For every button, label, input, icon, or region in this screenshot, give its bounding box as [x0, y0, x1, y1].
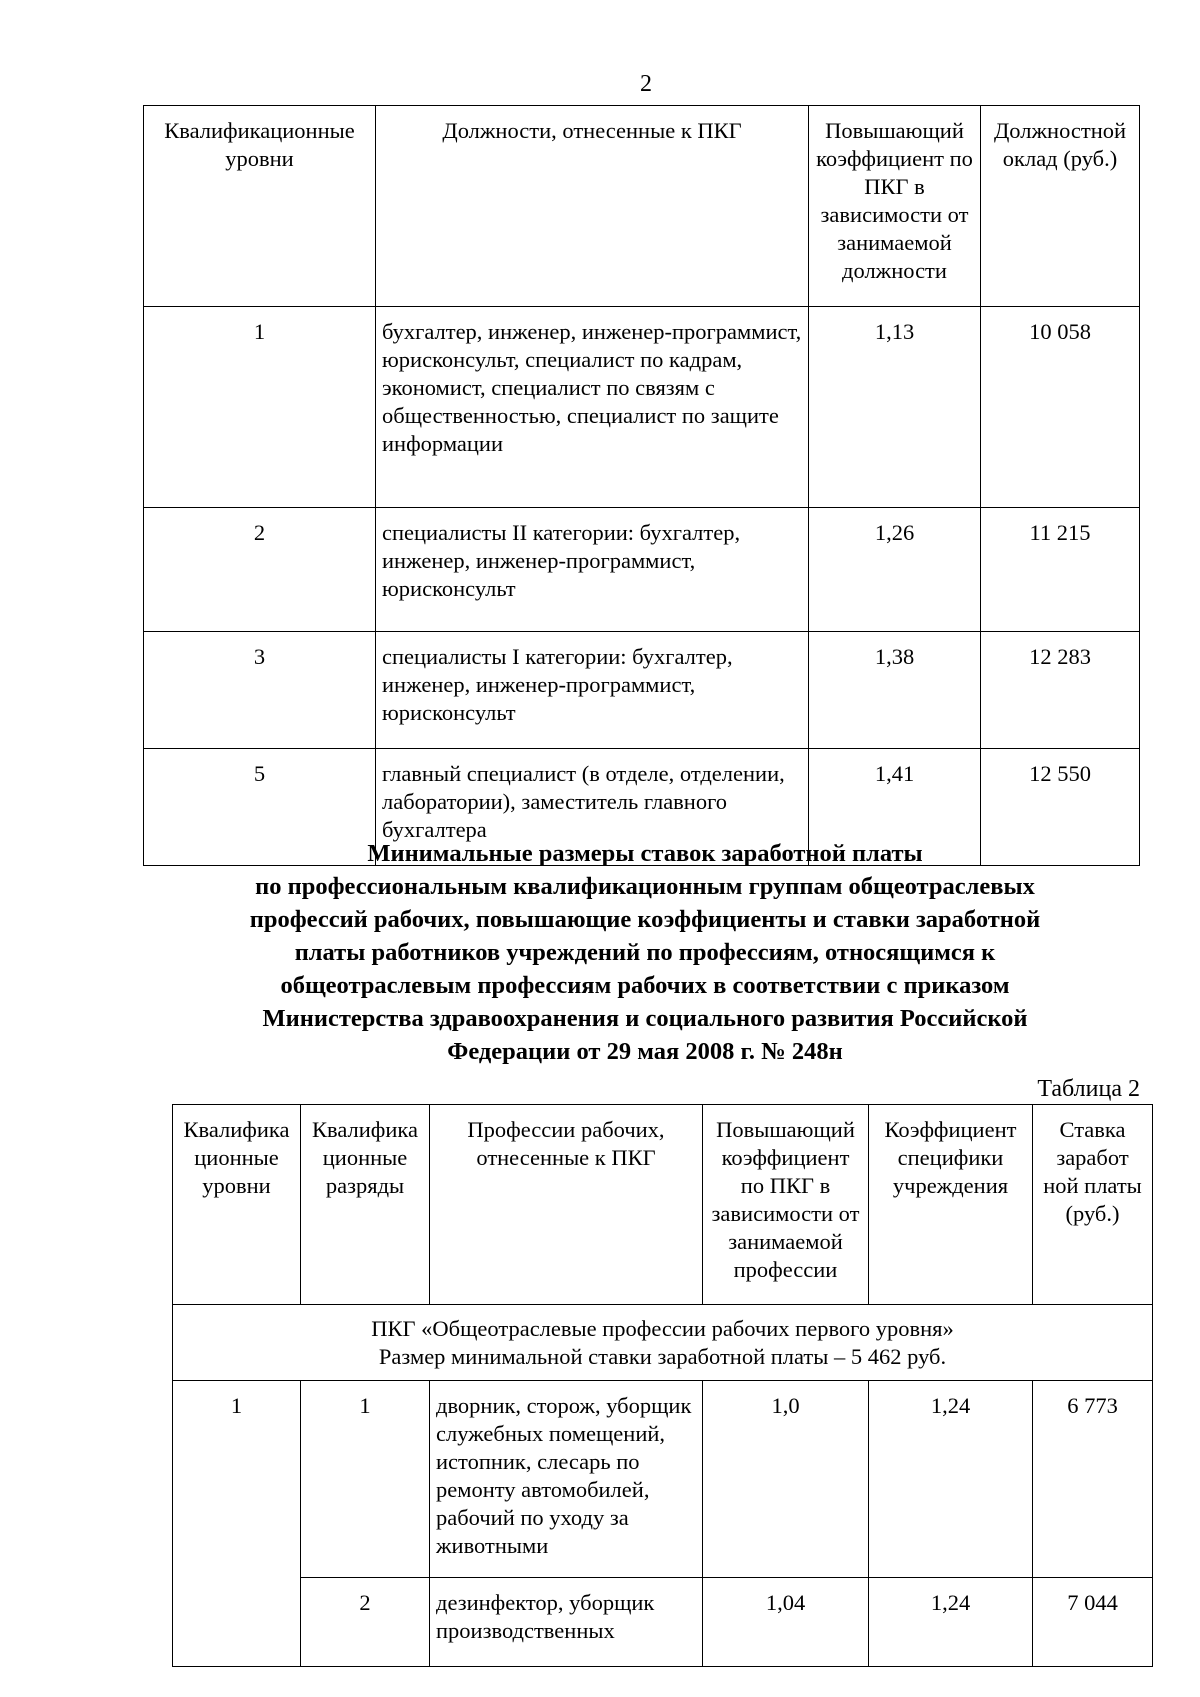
cell-coefficient: 1,38: [809, 632, 981, 749]
cell-professions: дворник, сторож, уборщик служебных помещений, истопник, слесарь по ремонту автомобилей, рабочий по уходу за животными: [430, 1381, 703, 1578]
cell-institution-coefficient: 1,24: [869, 1381, 1033, 1578]
section-title-line: платы работников учреждений по профессиям, относящимся к: [294, 939, 996, 966]
header-wage-rate: Ставка заработ ной платы (руб.): [1033, 1105, 1153, 1305]
table-header-row: [144, 106, 1140, 307]
cell-level: 1: [144, 307, 376, 508]
cell-salary: 11 215: [981, 508, 1140, 632]
header-professions: Профессии рабочих, отнесенные к ПКГ: [430, 1105, 703, 1305]
table-row: [173, 1578, 1153, 1667]
cell-coefficient: 1,04: [703, 1578, 869, 1667]
table-row: [144, 508, 1140, 632]
cell-level: 5: [144, 749, 376, 866]
cell-professions: дезинфектор, уборщик производственных: [430, 1578, 703, 1667]
header-qualification-levels: Квалификационные уровни: [144, 106, 376, 307]
section-title-line: Министерства здравоохранения и социального развития Российской: [262, 1005, 1028, 1032]
cell-positions: специалисты II категории: бухгалтер, инженер, инженер-программист, юрисконсульт: [376, 508, 809, 632]
cell-salary: 10 058: [981, 307, 1140, 508]
cell-salary: 12 550: [981, 749, 1140, 866]
table-caption: Таблица 2: [1037, 1076, 1140, 1102]
cell-positions: специалисты I категории: бухгалтер, инженер, инженер-программист, юрисконсульт: [376, 632, 809, 749]
section-title-line: Минимальные размеры ставок заработной платы: [367, 840, 923, 867]
header-official-salary: Должностной оклад (руб.): [981, 106, 1140, 307]
cell-level: 3: [144, 632, 376, 749]
cell-salary: 12 283: [981, 632, 1140, 749]
positions-salary-table: [143, 105, 1140, 866]
cell-wage-rate: 6 773: [1033, 1381, 1153, 1578]
cell-wage-rate: 7 044: [1033, 1578, 1153, 1667]
header-qualification-levels: Квалифика ционные уровни: [173, 1105, 301, 1305]
cell-institution-coefficient: 1,24: [869, 1578, 1033, 1667]
table-header-row: [173, 1105, 1153, 1305]
group-title: ПКГ «Общеотраслевые профессии рабочих первого уровня»: [371, 1316, 954, 1341]
section-title-line: общеотраслевым профессиям рабочих в соответствии с приказом: [280, 972, 1010, 999]
cell-level: 1: [173, 1381, 301, 1667]
cell-coefficient: 1,26: [809, 508, 981, 632]
section-title-line: профессий рабочих, повышающие коэффициенты и ставки заработной: [249, 906, 1041, 933]
cell-coefficient: 1,41: [809, 749, 981, 866]
table-row: [144, 632, 1140, 749]
group-header-row: [173, 1305, 1153, 1381]
page-number: 2: [640, 71, 652, 97]
header-raising-coefficient: Повышающий коэффициент по ПКГ в зависимости от занимаемой профессии: [703, 1105, 869, 1305]
header-qualification-grades: Квалифика ционные разряды: [301, 1105, 430, 1305]
cell-positions: бухгалтер, инженер, инженер-программист, юрисконсульт, специалист по кадрам, экономист, специалист по связям с общественностью, специалист по защите информации: [376, 307, 809, 508]
section-title: [170, 837, 1120, 1068]
cell-level: 2: [144, 508, 376, 632]
worker-professions-table: [172, 1104, 1153, 1667]
section-title-line: по профессиональным квалификационным группам общеотраслевых: [255, 873, 1035, 900]
cell-grade: 2: [301, 1578, 430, 1667]
header-raising-coefficient: Повышающий коэффициент по ПКГ в зависимости от занимаемой должности: [809, 106, 981, 307]
cell-positions: главный специалист (в отделе, отделении, лаборатории), заместитель главного бухгалтера: [376, 749, 809, 866]
group-header-cell: [173, 1305, 1153, 1381]
cell-grade: 1: [301, 1381, 430, 1578]
cell-coefficient: 1,0: [703, 1381, 869, 1578]
table-row: [144, 307, 1140, 508]
table-row: [173, 1381, 1153, 1578]
header-institution-coefficient: Коэффициент специфики учреждения: [869, 1105, 1033, 1305]
header-positions: Должности, отнесенные к ПКГ: [376, 106, 809, 307]
section-title-line: Федерации от 29 мая 2008 г. № 248н: [447, 1038, 843, 1065]
cell-coefficient: 1,13: [809, 307, 981, 508]
group-min-rate: Размер минимальной ставки заработной платы – 5 462 руб.: [378, 1344, 947, 1369]
